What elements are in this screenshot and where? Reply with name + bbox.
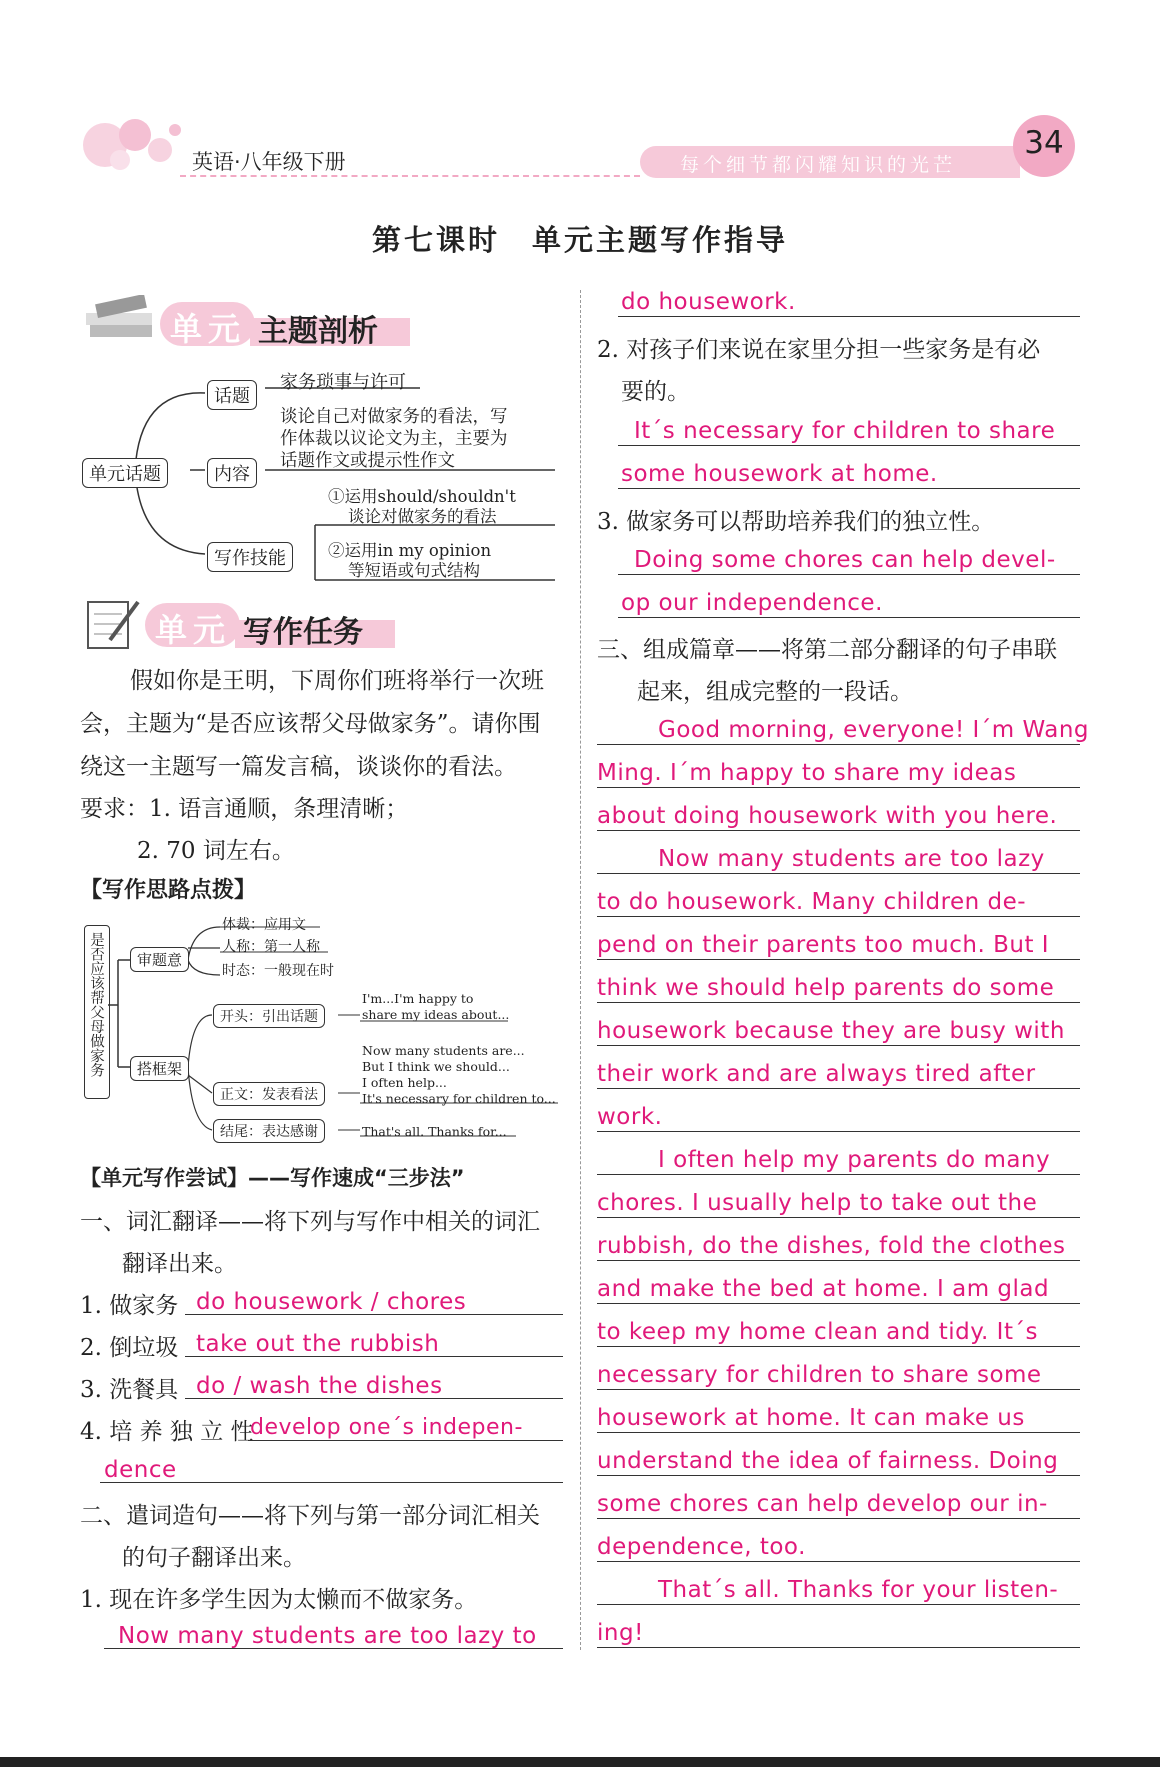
section2-title: 写作任务 — [243, 615, 363, 650]
answer-line — [597, 1475, 1080, 1476]
topic-text: 家务琐事与许可 — [280, 372, 406, 393]
part2-line-1: 二、遣词造句——将下列与第一部分词汇相关 — [80, 1503, 540, 1529]
answer-line — [104, 1648, 563, 1649]
answer-line — [597, 1518, 1080, 1519]
skill2-line-1: ②运用in my opinion — [328, 541, 492, 560]
answer-line — [597, 787, 1080, 788]
answer-line — [618, 316, 1080, 317]
try-title: 【单元写作尝试】——写作速成“三步法” — [80, 1166, 465, 1190]
answer-line — [597, 1131, 1080, 1132]
answer-line — [597, 830, 1080, 831]
essay-line: dependence, too. — [597, 1534, 806, 1560]
s2-answer-line-2: some housework at home. — [621, 461, 938, 487]
answer-line — [597, 959, 1080, 960]
answer-line — [597, 1432, 1080, 1433]
part3-line-1: 三、组成篇章——将第二部分翻译的句子串联 — [597, 637, 1057, 663]
essay-line: understand the idea of fairness. Doing — [597, 1448, 1059, 1474]
vocab-q-1: 1. 做家务 — [80, 1293, 179, 1319]
s1-answer-line-1: Now many students are too lazy to — [118, 1623, 537, 1649]
section-badge: 单元 — [170, 310, 247, 348]
vocab-a-4: develop one´s indepen- — [250, 1415, 523, 1440]
essay-line: Now many students are too lazy — [658, 846, 1045, 872]
answer-line — [597, 1174, 1080, 1175]
answer-line — [100, 1482, 563, 1483]
part1-line-2: 翻译出来。 — [122, 1251, 237, 1277]
section-title: 主题剖析 — [258, 314, 378, 349]
content-line-1: 谈论自己对做家务的看法，写 — [280, 407, 508, 427]
part3-line-2: 起来，组成完整的一段话。 — [637, 679, 913, 705]
task-line-2: 会，主题为“是否应该帮父母做家务”。请你围 — [80, 711, 541, 737]
answer-line — [185, 1356, 563, 1357]
essay-line: pend on their parents too much. But I — [597, 932, 1050, 958]
outline-body-text-2: But I think we should... — [362, 1059, 510, 1074]
answer-line — [618, 617, 1080, 618]
essay-line: to do housework. Many children de- — [597, 889, 1027, 915]
task-line-3: 绕这一主题写一篇发言稿，谈谈你的看法。 — [80, 754, 517, 780]
vocab-q-3: 3. 洗餐具 — [80, 1377, 179, 1403]
page-number: 34 — [1024, 125, 1064, 161]
bottom-bar — [0, 1757, 1160, 1767]
s1-answer-line-2: do housework. — [621, 289, 796, 315]
vocab-a-2: take out the rubbish — [196, 1331, 440, 1357]
section2-badge: 单元 — [155, 611, 232, 649]
essay-line: chores. I usually help to take out the — [597, 1190, 1038, 1216]
answer-line — [618, 445, 1080, 446]
content-line-3: 话题作文或提示性作文 — [280, 451, 455, 471]
essay-line: rubbish, do the dishes, fold the clothes — [597, 1233, 1066, 1259]
column-divider — [580, 290, 581, 1650]
essay-line: That´s all. Thanks for your listen- — [658, 1577, 1059, 1603]
answer-line — [597, 744, 1080, 745]
requirement-1: 要求：1. 语言通顺，条理清晰； — [80, 796, 409, 822]
outline-open: 开头：引出话题 — [213, 1004, 325, 1028]
answer-line — [597, 873, 1080, 874]
outline-shen: 审题意 — [130, 947, 189, 972]
s2-answer-line-1: It´s necessary for children to share — [634, 418, 1056, 444]
vocab-q-4: 4. 培 养 独 立 性 — [80, 1419, 254, 1445]
skill2-line-2: 等短语或句式结构 — [348, 561, 480, 580]
outline-end-text: That's all. Thanks for... — [362, 1124, 507, 1139]
outline-open-text-2: share my ideas about... — [362, 1007, 510, 1022]
answer-line — [597, 1217, 1080, 1218]
s1-question: 1. 现在许多学生因为太懒而不做家务。 — [80, 1587, 478, 1613]
outline-body: 正文：发表看法 — [213, 1082, 325, 1106]
vocab-a-1: do housework / chores — [196, 1289, 467, 1315]
vocab-a-3: do / wash the dishes — [196, 1373, 443, 1399]
answer-line — [597, 1088, 1080, 1089]
answer-line — [597, 1389, 1080, 1390]
essay-line: some chores can help develop our in- — [597, 1491, 1048, 1517]
lesson-title: 第七课时 单元主题写作指导 — [371, 223, 788, 257]
answer-line — [185, 1314, 563, 1315]
s3-answer-line-2: op our independence. — [621, 590, 883, 616]
outline-person: 人称：第一人称 — [222, 939, 320, 955]
essay-line: necessary for children to share some — [597, 1362, 1042, 1388]
requirement-2: 2. 70 词左右。 — [137, 838, 295, 864]
answer-line — [597, 1002, 1080, 1003]
essay-line: their work and are always tired after — [597, 1061, 1036, 1087]
content-node: 内容 — [207, 458, 257, 488]
slogan: 每个细节都闪耀知识的光芒 — [680, 154, 957, 176]
topic-node: 话题 — [207, 380, 257, 410]
answer-line — [597, 916, 1080, 917]
outline-body-text-4: It's necessary for children to... — [362, 1091, 556, 1106]
answer-line — [185, 1398, 563, 1399]
answer-line — [597, 1561, 1080, 1562]
answer-line — [597, 1303, 1080, 1304]
skill1-line-1: ①运用should/shouldn't — [328, 487, 516, 506]
part2-line-2: 的句子翻译出来。 — [122, 1545, 306, 1571]
essay-line: to keep my home clean and tidy. It´s — [597, 1319, 1038, 1345]
essay-line: Ming. I´m happy to share my ideas — [597, 760, 1017, 786]
tips-title: 【写作思路点拨】 — [80, 878, 257, 903]
notepad-pencil-icon — [82, 596, 142, 656]
skill1-line-2: 谈论对做家务的看法 — [348, 507, 497, 526]
s2-question-1: 2. 对孩子们来说在家里分担一些家务是有必 — [597, 337, 1041, 363]
outline-kuang: 搭框架 — [130, 1056, 189, 1081]
part1-line-1: 一、词汇翻译——将下列与写作中相关的词汇 — [80, 1209, 540, 1235]
header-dash-line — [180, 175, 640, 177]
answer-line — [618, 574, 1080, 575]
answer-line — [618, 488, 1080, 489]
floral-ornament-icon — [75, 110, 195, 180]
outline-vertical-title: 是否应该帮父母做家务 — [88, 932, 104, 1077]
essay-line: Good morning, everyone! I´m Wang — [658, 717, 1090, 743]
answer-line — [597, 1260, 1080, 1261]
s3-answer-line-1: Doing some chores can help devel- — [634, 547, 1056, 573]
book-title: 英语·八年级下册 — [192, 150, 346, 174]
vocab-a-4-cont: dence — [104, 1457, 177, 1483]
answer-line — [248, 1440, 563, 1441]
answer-line — [597, 1045, 1080, 1046]
answer-line — [597, 1647, 1080, 1648]
outline-genre: 体裁：应用文 — [222, 917, 306, 933]
outline-body-text-1: Now many students are... — [362, 1043, 525, 1058]
task-line-1: 假如你是王明，下周你们班将举行一次班 — [130, 668, 544, 694]
outline-open-text-1: I'm...I'm happy to — [362, 991, 474, 1006]
essay-line: about doing housework with you here. — [597, 803, 1058, 829]
essay-line: think we should help parents do some — [597, 975, 1055, 1001]
answer-line — [597, 1604, 1080, 1605]
essay-line: housework at home. It can make us — [597, 1405, 1025, 1431]
outline-end: 结尾：表达感谢 — [213, 1119, 325, 1143]
essay-line: work. — [597, 1104, 663, 1130]
essay-line: housework because they are busy with — [597, 1018, 1065, 1044]
vocab-q-2: 2. 倒垃圾 — [80, 1335, 179, 1361]
s3-question: 3. 做家务可以帮助培养我们的独立性。 — [597, 509, 995, 535]
essay-line: ing! — [597, 1620, 644, 1646]
outline-body-text-3: I often help... — [362, 1075, 447, 1090]
outline-tense: 时态：一般现在时 — [222, 963, 334, 979]
s2-question-2: 要的。 — [621, 379, 690, 405]
skill-node: 写作技能 — [207, 542, 293, 572]
root-node: 单元话题 — [82, 458, 168, 488]
books-icon — [82, 295, 160, 347]
answer-line — [597, 1346, 1080, 1347]
content-line-2: 作体裁以议论文为主，主要为 — [280, 429, 508, 449]
essay-line: I often help my parents do many — [658, 1147, 1051, 1173]
essay-line: and make the bed at home. I am glad — [597, 1276, 1050, 1302]
